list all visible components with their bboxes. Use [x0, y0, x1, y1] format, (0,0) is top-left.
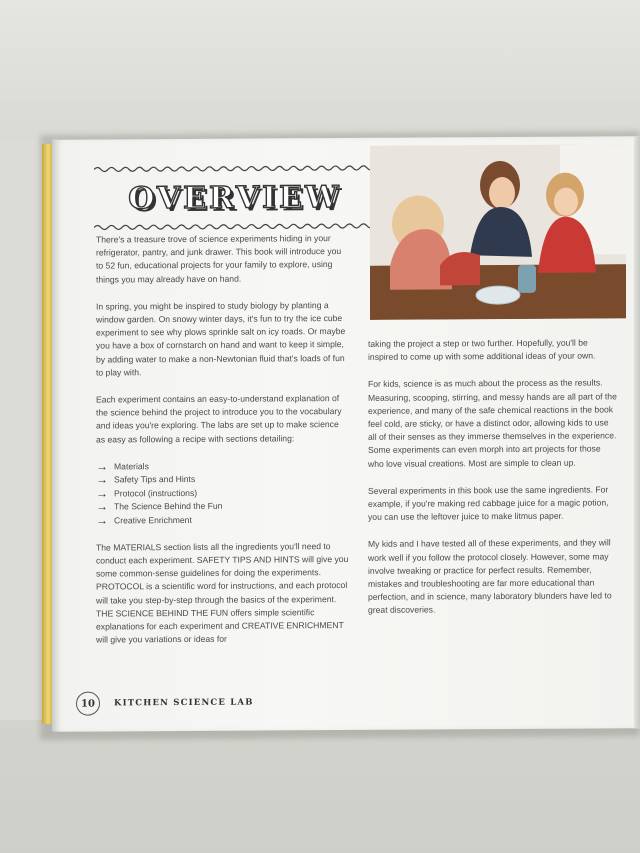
testing-paragraph: My kids and I have tested all of these experiments, and they will work well if you follow the protocol closely. However, some may involve tweaking or practice for perfect results. Remember, mistakes and troubleshooting are far more educational than perfection, and in science, many laboratory blunders have led to great discoveries.	[368, 537, 612, 616]
section-list	[96, 459, 350, 528]
right-column	[368, 336, 618, 631]
running-head: KITCHEN SCIENCE LAB	[114, 697, 254, 709]
squiggle-rule-bottom	[94, 222, 376, 232]
process-paragraph: For kids, science is as much about the process as the results. Measuring, scooping, stirring, and messy hands are all part of the experience, and many of the safe chemical reactions in the book feel cold, are sticky, or have a distinct odor, allowing kids to use all of their senses as they immerse themselves in the experience. Some experiments can even morph into art projects for those who love visual creations. Most are simple to clean up.	[368, 377, 617, 469]
page-number: 10	[76, 692, 100, 716]
ingredients-paragraph: Several experiments in this book use the same ingredients. For example, if you're making red cabbage juice for a magic potion, you can use the leftover juice to make litmus paper.	[368, 484, 609, 523]
page-title: OVERVIEW	[128, 179, 342, 216]
structure-paragraph: Each experiment contains an easy-to-understand explanation of the science behind the project to introduce you to the vocabulary and ideas you're exploring. The labs are set up to make science as easy as following a recipe with sections detailing:	[96, 393, 342, 445]
photo-illustration	[370, 144, 626, 320]
title-box	[94, 174, 376, 222]
page-footer	[76, 691, 254, 716]
list-item: → Safety Tips and Hints	[96, 472, 196, 487]
squiggle-rule-top	[94, 164, 376, 174]
intro-paragraph: There's a treasure trove of science experiments hiding in your refrigerator, pantry, and junk drawer. This book will introduce you to 52 fun, educational projects for your family to explore, using things you may already have on hand.	[96, 233, 342, 285]
page-edge	[634, 136, 640, 728]
arrow-right-icon: →	[96, 512, 108, 528]
list-item: → Materials	[96, 459, 149, 474]
kids-experiment-photo	[370, 144, 626, 320]
arrow-right-icon: →	[96, 486, 108, 501]
seasons-paragraph: In spring, you might be inspired to study biology by planting a window garden. On snowy winter days, it's fun to try the ice cube experiment to see why plows sprinkle salt on icy roads. Or maybe you have a box of cornstarch on hand and want to keep it simple, by adding water to make a non-Newtonian fluid that's loads of fun to play with.	[96, 299, 346, 378]
list-item: → The Science Behind the Fun	[96, 499, 223, 514]
continuation-paragraph: taking the project a step or two further. Hopefully, you'll be inspired to come up with some additional ideas of your own.	[368, 337, 596, 363]
desk-background-bottom	[0, 720, 640, 853]
arrow-right-icon: →	[96, 459, 108, 474]
list-item: → Creative Enrichment	[96, 512, 192, 528]
book-page	[52, 136, 640, 732]
desk-background-top	[0, 0, 640, 140]
list-item: → Protocol (instructions)	[96, 486, 198, 501]
sections-explanation-paragraph: The MATERIALS section lists all the ingredients you'll need to conduct each experiment. SAFETY TIPS AND HINTS will give you some common-sense guidelines for doing the experiments. PROTOCOL is a scientific word for instructions, and each protocol will take you step-by-step through the basics of the experiment. THE SCIENCE BEHIND THE FUN offers simple scientific explanations for each experiment and CREATIVE ENRICHMENT will give you variations or ideas for	[96, 540, 349, 645]
arrow-right-icon: →	[96, 472, 108, 487]
arrow-right-icon: →	[96, 499, 108, 514]
left-column	[96, 232, 350, 661]
